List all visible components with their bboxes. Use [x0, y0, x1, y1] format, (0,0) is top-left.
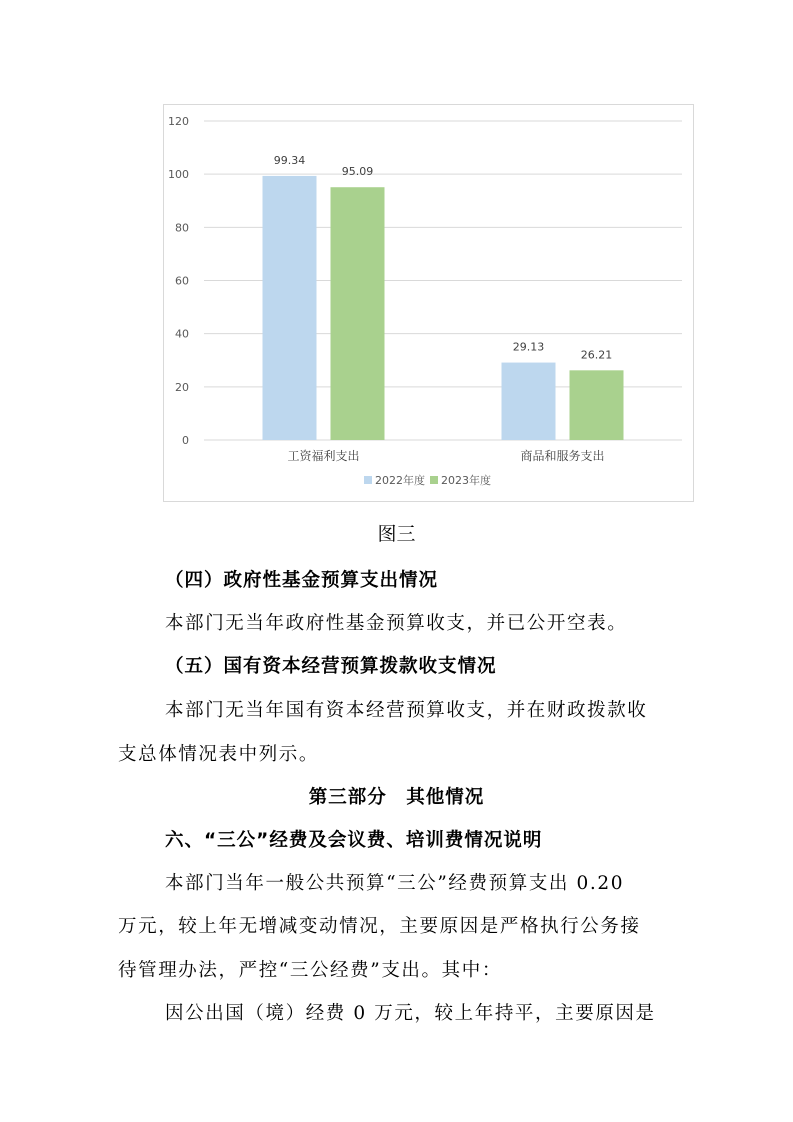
bar [331, 187, 385, 440]
section-6-body-line-2: 万元，较上年无增减变动情况，主要原因是严格执行公务接 [118, 916, 641, 937]
y-tick-label: 20 [175, 380, 189, 394]
legend-label: 2022年度 [375, 474, 425, 487]
section-4-body: 本部门无当年政府性基金预算收支，并已公开空表。 [165, 613, 628, 634]
bar [570, 370, 624, 440]
section-6-body-line-4: 因公出国（境）经费 0 万元，较上年持平，主要原因是 [165, 1003, 656, 1024]
x-tick-label: 工资福利支出 [287, 449, 360, 463]
chart-svg [164, 105, 693, 501]
section-5-heading: （五）国有资本经营预算拨款收支情况 [165, 656, 497, 677]
y-tick-label: 60 [175, 274, 189, 288]
bar [263, 176, 317, 440]
y-tick-label: 80 [175, 221, 189, 235]
data-label: 29.13 [512, 340, 545, 354]
y-tick-label: 100 [168, 168, 189, 182]
figure-caption: 图三 [377, 523, 416, 545]
bar [502, 363, 556, 440]
section-5-body-line-2: 支总体情况表中列示。 [118, 744, 320, 765]
data-label: 99.34 [273, 153, 306, 167]
y-tick-label: 40 [175, 327, 189, 341]
legend-label: 2023年度 [441, 474, 491, 487]
x-tick-label: 商品和服务支出 [520, 449, 605, 463]
data-label: 95.09 [341, 165, 374, 179]
section-4-heading: （四）政府性基金预算支出情况 [165, 570, 439, 591]
y-tick-label: 120 [168, 115, 189, 128]
section-5-body-line-1: 本部门无当年国有资本经营预算收支，并在财政拨款收 [165, 700, 648, 721]
legend-swatch [430, 476, 438, 484]
section-6-body-line-1: 本部门当年一般公共预算“三公”经费预算支出 0.20 [165, 873, 625, 894]
part-3-heading: 第三部分 其他情况 [308, 787, 485, 808]
section-6-heading: 六、“三公”经费及会议费、培训费情况说明 [165, 830, 543, 851]
data-label: 26.21 [580, 348, 613, 362]
bar-chart [163, 104, 694, 502]
y-tick-label: 0 [182, 434, 189, 447]
legend-swatch [364, 476, 372, 484]
section-6-body-line-3: 待管理办法，严控“三公经费”支出。其中： [118, 960, 502, 981]
